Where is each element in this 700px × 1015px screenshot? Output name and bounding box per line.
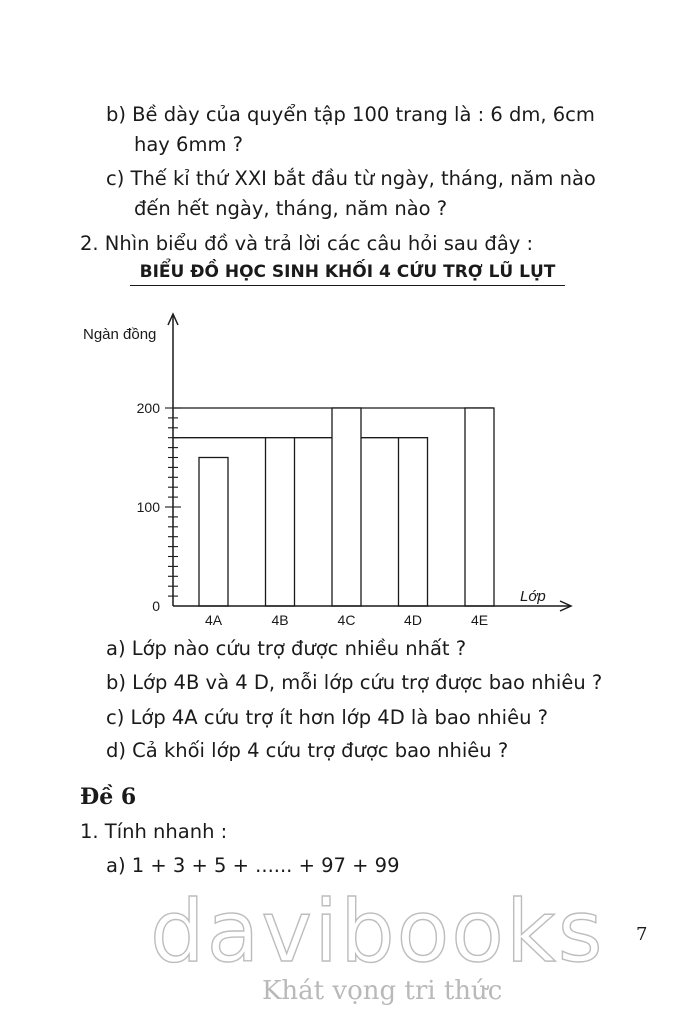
page-number: 7 xyxy=(636,924,648,945)
y-tick-label: 0 xyxy=(152,598,160,614)
question-1b-line-2: hay 6mm ? xyxy=(134,133,243,156)
bar-4d xyxy=(399,438,428,606)
x-tick-label: 4E xyxy=(470,612,489,628)
y-axis-label: Ngàn đồng xyxy=(83,326,157,343)
bar-4e xyxy=(465,408,494,606)
bar-4b xyxy=(266,438,295,606)
question-2b: b) Lớp 4B và 4 D, mỗi lớp cứu trợ được bao nhiêu ? xyxy=(106,671,603,694)
question-2-prompt: 2. Nhìn biểu đồ và trả lời các câu hỏi sau đây : xyxy=(80,232,534,255)
task-1-prompt: 1. Tính nhanh : xyxy=(80,820,228,843)
bar-chart xyxy=(0,300,700,640)
section-heading: Đề 6 xyxy=(80,784,137,810)
question-2d: d) Cả khối lớp 4 cứu trợ được bao nhiêu ? xyxy=(106,739,509,762)
y-tick-label: 200 xyxy=(136,400,160,416)
x-tick-label: 4D xyxy=(404,612,422,628)
task-1a: a) 1 + 3 + 5 + ...... + 97 + 99 xyxy=(106,854,400,877)
x-tick-label: 4C xyxy=(337,612,356,628)
x-axis-label: Lớp xyxy=(520,588,546,605)
question-2c: c) Lớp 4A cứu trợ ít hơn lớp 4D là bao nhiêu ? xyxy=(106,706,548,729)
chart-title: BIỂU ĐỒ HỌC SINH KHỐI 4 CỨU TRỢ LŨ LỤT xyxy=(130,262,565,286)
question-1c-line-1: c) Thế kỉ thứ XXI bắt đầu từ ngày, tháng, năm nào xyxy=(106,167,596,190)
watermark-slogan: Khát vọng tri thức xyxy=(262,976,503,1006)
y-tick-label: 100 xyxy=(136,499,160,515)
question-1b-line-1: b) Bề dày của quyển tập 100 trang là : 6 dm, 6cm xyxy=(106,103,595,126)
x-tick-label: 4B xyxy=(271,612,289,628)
question-2a: a) Lớp nào cứu trợ được nhiều nhất ? xyxy=(106,637,467,660)
bar-4c xyxy=(332,408,361,606)
watermark-brand: davibooks xyxy=(150,882,605,982)
bar-4a xyxy=(199,458,228,607)
question-1c-line-2: đến hết ngày, tháng, năm nào ? xyxy=(134,197,448,220)
x-tick-label: 4A xyxy=(204,612,223,628)
